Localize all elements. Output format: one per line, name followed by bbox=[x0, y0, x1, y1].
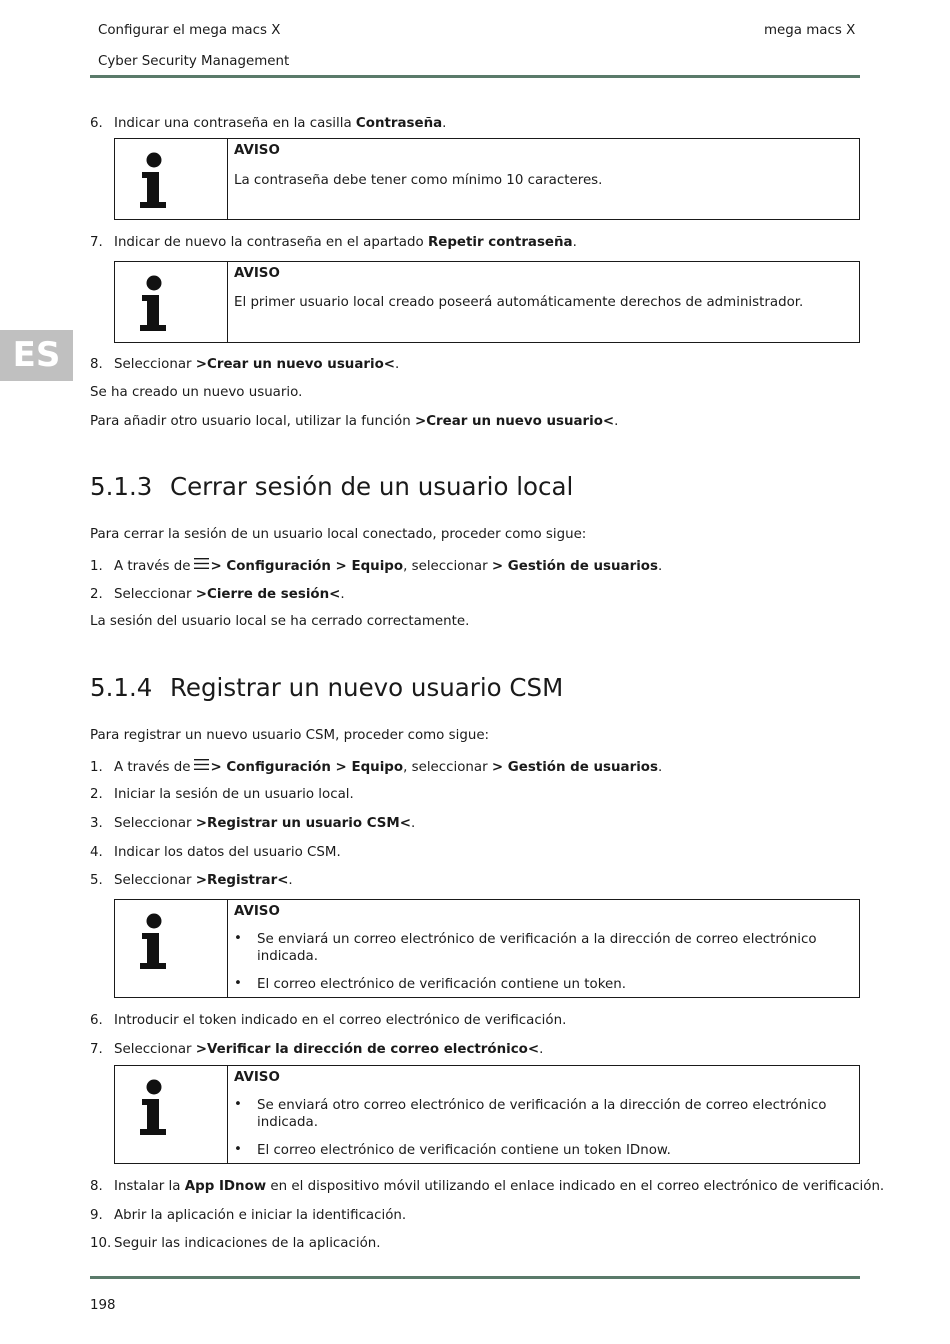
header-section: Cyber Security Management bbox=[98, 54, 290, 69]
notice-title: AVISO bbox=[234, 1070, 280, 1085]
header-product: mega macs X bbox=[764, 23, 856, 38]
notice-box: AVISO • Se enviará un correo electrónico de verificación a la dirección de correo electrónico indicada. • El correo electrónico de verificación contiene un token. bbox=[114, 899, 860, 998]
step-1: 1. A través de > Configuración > Equipo, seleccionar > Gestión de usuarios. bbox=[90, 760, 663, 775]
info-icon bbox=[137, 912, 171, 970]
section-heading-5-1-3: 5.1.3 Cerrar sesión de un usuario local bbox=[90, 472, 574, 501]
section-heading-5-1-4: 5.1.4 Registrar un nuevo usuario CSM bbox=[90, 673, 564, 702]
note-text: Para añadir otro usuario local, utilizar la función >Crear un nuevo usuario<. bbox=[90, 414, 619, 429]
notice-title: AVISO bbox=[234, 143, 280, 158]
section-intro: Para cerrar la sesión de un usuario local conectado, proceder como sigue: bbox=[90, 527, 587, 542]
step-8: 8. Seleccionar >Crear un nuevo usuario<. bbox=[90, 357, 400, 372]
notice-box bbox=[114, 261, 860, 343]
notice-title: AVISO bbox=[234, 904, 280, 919]
result-text: Se ha creado un nuevo usuario. bbox=[90, 385, 303, 400]
step-2: 2. Seleccionar >Cierre de sesión<. bbox=[90, 587, 345, 602]
header-chapter: Configurar el mega macs X bbox=[98, 23, 281, 38]
notice-box bbox=[114, 138, 860, 220]
info-icon-cell bbox=[115, 900, 228, 997]
menu-icon bbox=[194, 759, 209, 770]
step-8: 8. Instalar la App IDnow en el dispositivo móvil utilizando el enlace indicado en el correo electrónico de verificación. bbox=[90, 1179, 885, 1194]
info-icon-cell bbox=[115, 1066, 228, 1163]
step-10: 10. Seguir las indicaciones de la aplicación. bbox=[90, 1236, 381, 1251]
info-icon-cell bbox=[115, 262, 228, 342]
info-icon bbox=[137, 1078, 171, 1136]
header-divider bbox=[90, 75, 860, 78]
menu-icon bbox=[194, 558, 209, 569]
info-icon bbox=[137, 274, 171, 332]
step-5: 5. Seleccionar >Registrar<. bbox=[90, 873, 293, 888]
notice-box: AVISO • Se enviará otro correo electrónico de verificación a la dirección de correo electrónico indicada. • El correo electrónico de verificación contiene un token IDnow. bbox=[114, 1065, 860, 1164]
section-intro: Para registrar un nuevo usuario CSM, proceder como sigue: bbox=[90, 728, 490, 743]
language-tab: ES bbox=[0, 330, 73, 381]
page-number: 198 bbox=[90, 1298, 116, 1313]
info-icon-cell bbox=[115, 139, 228, 219]
section-result: La sesión del usuario local se ha cerrado correctamente. bbox=[90, 614, 470, 629]
step-2: 2. Iniciar la sesión de un usuario local. bbox=[90, 787, 354, 802]
step-4: 4. Indicar los datos del usuario CSM. bbox=[90, 845, 341, 860]
footer-divider bbox=[90, 1276, 860, 1279]
notice-text: El primer usuario local creado poseerá automáticamente derechos de administrador. bbox=[234, 295, 804, 310]
step-9: 9. Abrir la aplicación e iniciar la identificación. bbox=[90, 1208, 407, 1223]
notice-title: AVISO bbox=[234, 266, 280, 281]
step-7: 7. Indicar de nuevo la contraseña en el apartado Repetir contraseña. bbox=[90, 235, 577, 250]
notice-text: La contraseña debe tener como mínimo 10 caracteres. bbox=[234, 173, 603, 188]
step-7: 7. Seleccionar >Verificar la dirección de correo electrónico<. bbox=[90, 1042, 544, 1057]
step-1: 1. A través de > Configuración > Equipo, seleccionar > Gestión de usuarios. bbox=[90, 559, 663, 574]
step-6: 6. Introducir el token indicado en el correo electrónico de verificación. bbox=[90, 1013, 567, 1028]
step-3: 3. Seleccionar >Registrar un usuario CSM<. bbox=[90, 816, 416, 831]
step-6: 6. Indicar una contraseña en la casilla Contraseña. bbox=[90, 116, 447, 131]
info-icon bbox=[137, 151, 171, 209]
